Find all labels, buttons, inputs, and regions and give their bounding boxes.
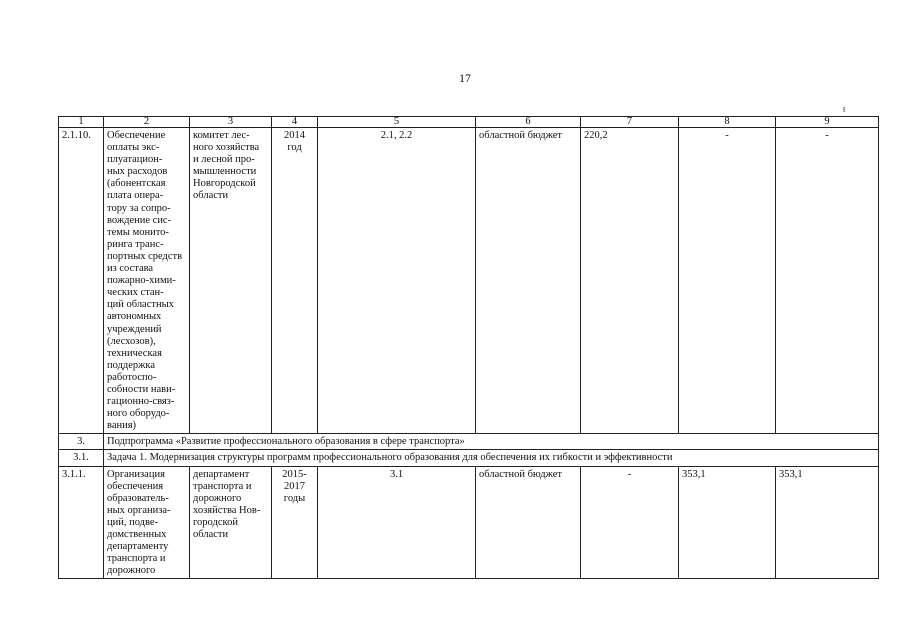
funding-year-2: - <box>679 128 776 434</box>
funding-year-3: 353,1 <box>776 466 879 579</box>
item-number: 3.1.1. <box>59 466 104 579</box>
col-header: 3 <box>190 117 272 128</box>
implementation-term: 2015- 2017 годы <box>272 466 318 579</box>
target-indicators: 2.1, 2.2 <box>318 128 476 434</box>
item-number: 3.1. <box>59 450 104 466</box>
executor: департамент транспорта и дорожного хозяйства Нов- городской области <box>190 466 272 579</box>
measure-name: Обеспечение оплаты экс- плуатацион- ных расходов (абонентская плата опера- тору за сопро- вождение сис- темы монито- ринга транс- портных средств из состава пожарно-хими- ческих стан- ций областных автономных учреждений (лесхозов), техническая поддержка работоспо- собности нави- гационно-связ- ного оборудо- вания) <box>104 128 190 434</box>
subprogram-row <box>59 434 879 450</box>
col-header: 8 <box>679 117 776 128</box>
funding-year-3: - <box>776 128 879 434</box>
funding-year-1: - <box>581 466 679 579</box>
funding-source: областной бюджет <box>476 128 581 434</box>
funding-year-1: 220,2 <box>581 128 679 434</box>
col-header: 4 <box>272 117 318 128</box>
col-header: 7 <box>581 117 679 128</box>
table-row <box>59 466 879 579</box>
col-header: 9 <box>776 117 879 128</box>
task-title: Задача 1. Модернизация структуры программ профессионального образования для обеспечения их гибкости и эффективности <box>104 450 879 466</box>
table-row <box>59 128 879 434</box>
implementation-term: 2014 год <box>272 128 318 434</box>
target-indicators: 3.1 <box>318 466 476 579</box>
subprogram-title: Подпрограмма «Развитие профессионального образования в сфере транспорта» <box>104 434 879 450</box>
item-number: 2.1.10. <box>59 128 104 434</box>
measure-name: Организация обеспечения образователь- ных организа- ций, подве- домственных департаменту транспорта и дорожного <box>104 466 190 579</box>
margin-mark: ŧ <box>843 104 846 114</box>
funding-year-2: 353,1 <box>679 466 776 579</box>
column-number-row <box>59 117 879 128</box>
col-header: 6 <box>476 117 581 128</box>
executor: комитет лес- ного хозяйства и лесной про- мышленности Новгородской области <box>190 128 272 434</box>
page-number: 17 <box>459 71 471 85</box>
col-header: 2 <box>104 117 190 128</box>
funding-source: областной бюджет <box>476 466 581 579</box>
program-table <box>58 116 879 579</box>
task-row <box>59 450 879 466</box>
col-header: 1 <box>59 117 104 128</box>
col-header: 5 <box>318 117 476 128</box>
item-number: 3. <box>59 434 104 450</box>
